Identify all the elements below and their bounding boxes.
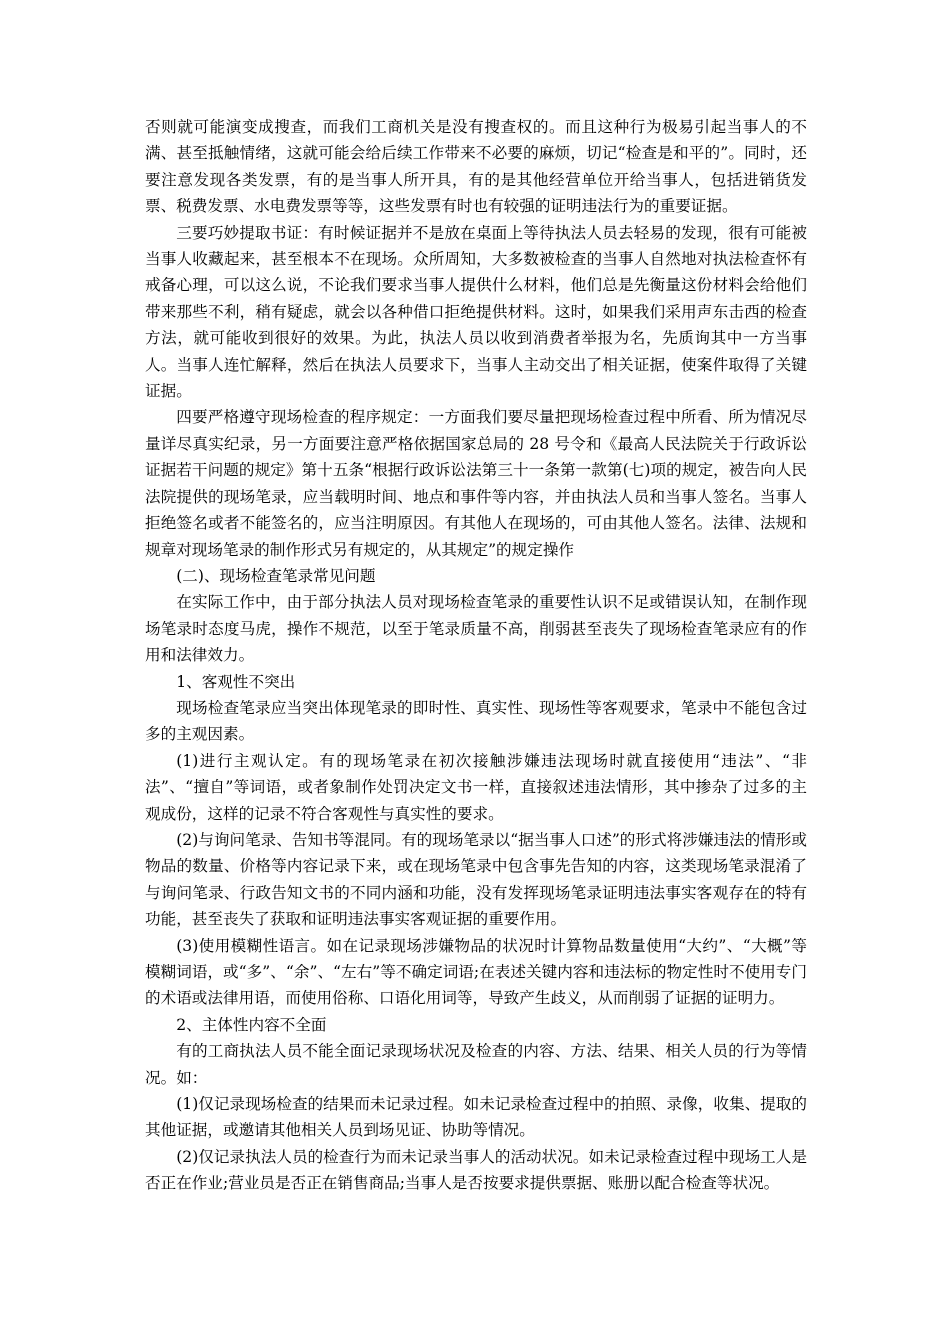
paragraph-item-2: (2)与询问笔录、告知书等混同。有的现场笔录以“据当事人口述”的形式将涉嫌违法的情形或物品的数量、价格等内容记录下来，或在现场笔录中包含事先告知的内容，这类现场笔录混淆了与询问笔录、行政告知文书的不同内涵和功能，没有发挥现场笔录证明违法事实客观存在的特有功能，甚至丧失了获取和证明违法事实客观证据的重要作用。 [145,830,807,929]
paragraph-objectivity: 现场检查笔录应当突出体现笔录的即时性、真实性、现场性等客观要求，笔录中不能包含过多的主观因素。 [145,698,807,744]
section-heading-common-problems: (二)、现场检查笔录常见问题 [176,566,376,585]
subheading-subject-content: 2、主体性内容不全面 [176,1015,327,1034]
paragraph-subitem-2: (2)仅记录执法人员的检查行为而未记录当事人的活动状况。如未记录检查过程中现场工人是否正在作业;营业员是否正在销售商品;当事人是否按要求提供票据、账册以配合检查等状况。 [145,1147,807,1193]
paragraph-item-3: (3)使用模糊性语言。如在记录现场涉嫌物品的状况时计算物品数量使用“大约”、“大概”等模糊词语，或“多”、“余”、“左右”等不确定词语;在表述关键内容和违法标的物定性时不使用专门的术语或法律用语，而使用俗称、口语化用词等，导致产生歧义，从而削弱了证据的证明力。 [145,936,807,1008]
paragraph-point-four: 四要严格遵守现场检查的程序规定：一方面我们要尽量把现场检查过程中所看、所为情况尽量详尽真实纪录，另一方面要注意严格依据国家总局的 28 号令和《最高人民法院关于行政诉讼证据若干问题的规定》第十五条“根据行政诉讼法第三十一条第一款第(七)项的规定，被告向人民法院提供的现场笔录，应当载明时间、地点和事件等内容，并由执法人员和当事人签名。当事人拒绝签名或者不能签名的，应当注明原因。有其他人在现场的，可由其他人签名。法律、法规和规章对现场笔录的制作形式另有规定的，从其规定”的规定操作 [145,408,807,559]
paragraph-item-1: (1)进行主观认定。有的现场笔录在初次接触涉嫌违法现场时就直接使用“违法”、“非法”、“擅自”等词语，或者象制作处罚决定文书一样，直接叙述违法情形，其中掺杂了过多的主观成份，这样的记录不符合客观性与真实性的要求。 [145,751,807,823]
paragraph-subject-content: 有的工商执法人员不能全面记录现场状况及检查的内容、方法、结果、相关人员的行为等情况。如： [145,1042,807,1087]
subheading-objectivity: 1、客观性不突出 [176,672,296,691]
paragraph-intro-problems: 在实际工作中，由于部分执法人员对现场检查笔录的重要性认识不足或错误认知，在制作现场笔录时态度马虎，操作不规范，以至于笔录质量不高，削弱甚至丧失了现场检查笔录应有的作用和法律效力。 [145,593,807,665]
paragraph-subitem-1: (1)仅记录现场检查的结果而未记录过程。如未记录检查过程中的拍照、录像，收集、提取的其他证据，或邀请其他相关人员到场见证、协助等情况。 [145,1095,807,1140]
paragraph-continuation: 否则就可能演变成搜查，而我们工商机关是没有搜查权的。而且这种行为极易引起当事人的不满、甚至抵触情绪，这就可能会给后续工作带来不必要的麻烦，切记“检查是和平的”。同时，还要注意发现各类发票，有的是当事人所开具，有的是其他经营单位开给当事人，包括进销货发票、税费发票、水电费发票等等，这些发票有时也有较强的证明违法行为的重要证据。 [145,118,807,216]
paragraph-point-three: 三要巧妙提取书证：有时候证据并不是放在桌面上等待执法人员去轻易的发现，很有可能被当事人收藏起来，甚至根本不在现场。众所周知，大多数被检查的当事人自然地对执法检查怀有戒备心理，可以这么说，不论我们要求当事人提供什么材料，他们总是先衡量这份材料会给他们带来那些不利，稍有疑虑，就会以各种借口拒绝提供材料。这时，如果我们采用声东击西的检查方法，就可能收到很好的效果。为此，执法人员以收到消费者举报为名，先质询其中一方当事人。当事人连忙解释，然后在执法人员要求下，当事人主动交出了相关证据，使案件取得了关键证据。 [145,223,807,401]
document-body [145,114,807,1197]
